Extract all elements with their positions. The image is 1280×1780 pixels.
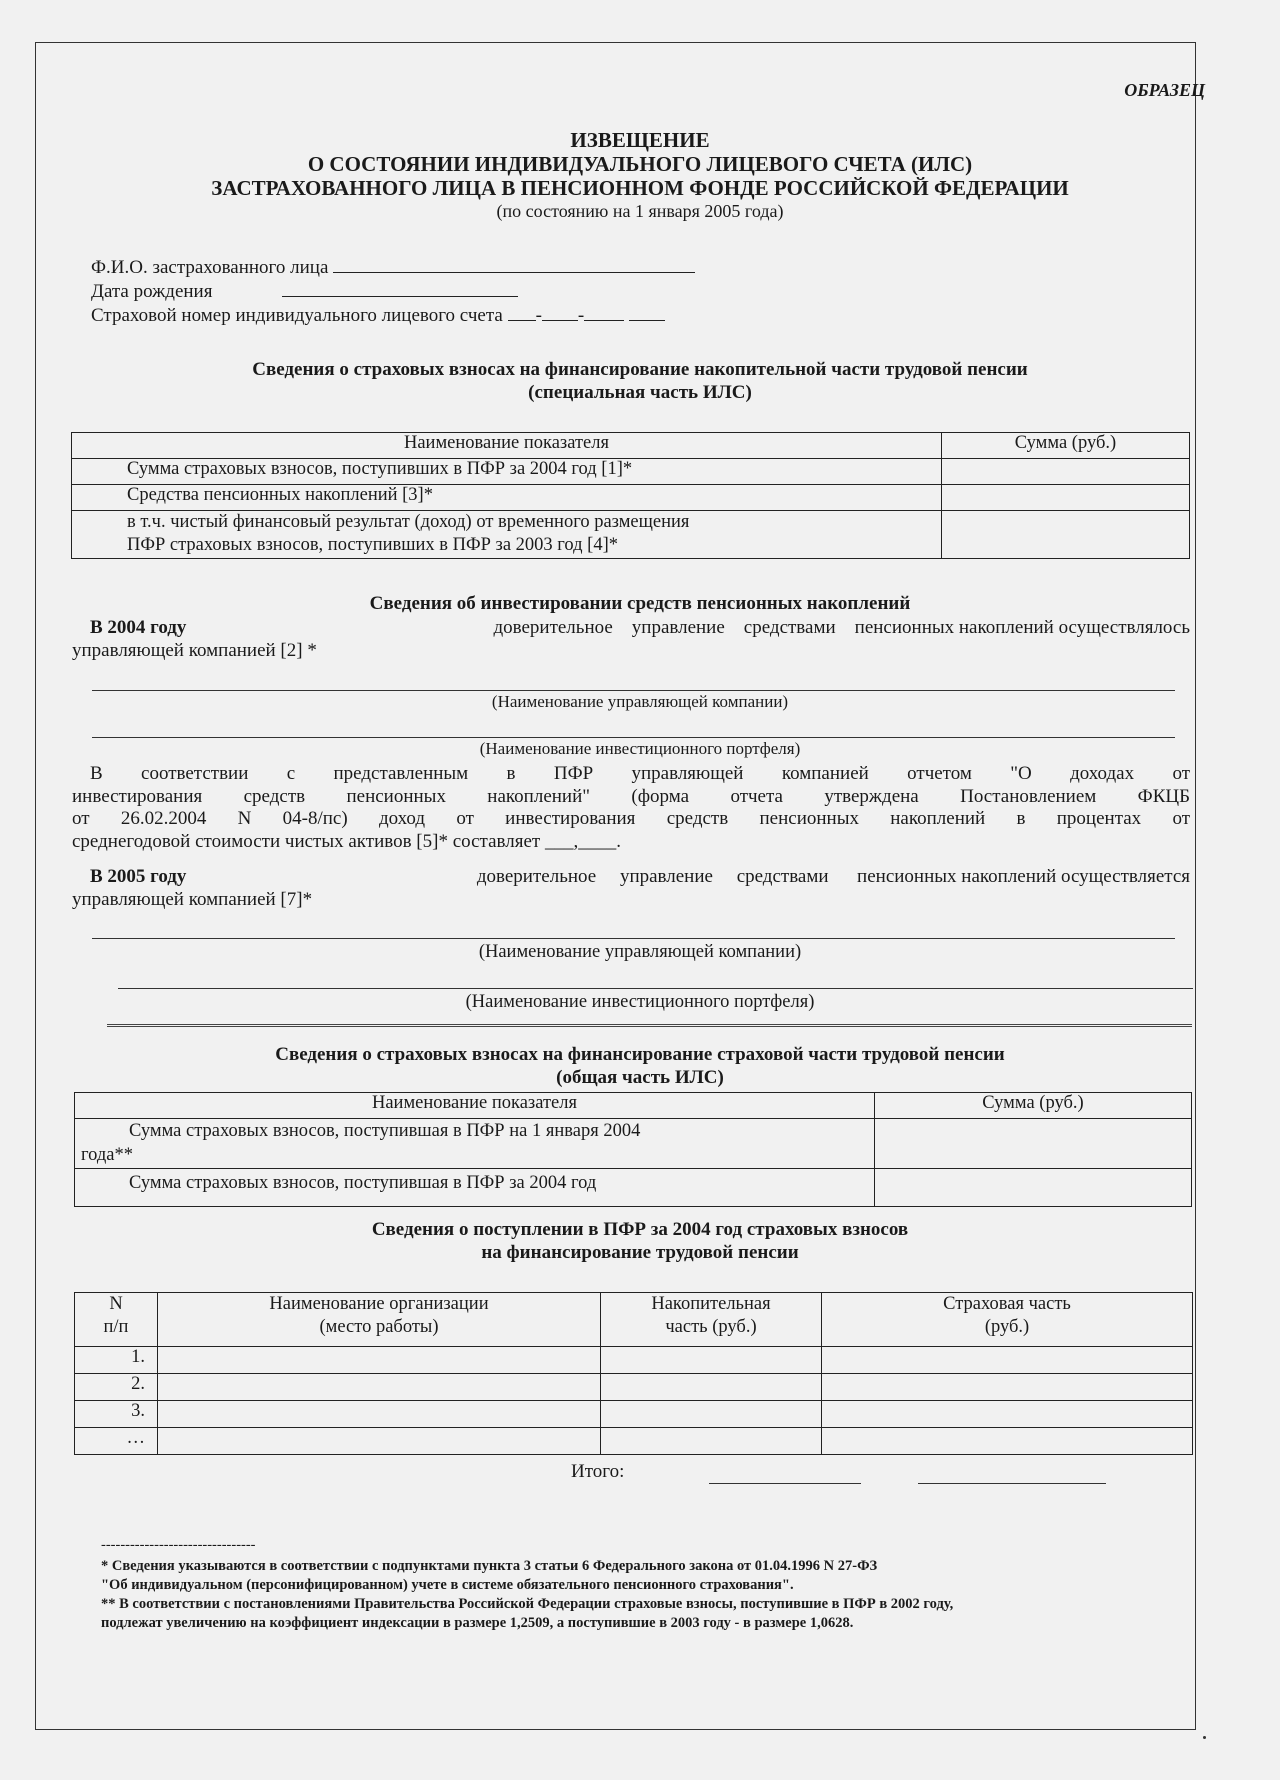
row-label-line1: в т.ч. чистый финансовый результат (доход) от временного размещения — [127, 512, 690, 532]
section1-heading — [0, 358, 1280, 404]
snils-field — [91, 305, 665, 327]
para-income — [72, 763, 1190, 853]
insurance-cell[interactable] — [822, 1428, 1193, 1455]
table-row — [75, 1169, 1192, 1207]
col-n-line1: N — [109, 1294, 123, 1314]
footnote-2-line2: подлежат увеличению на коэффициент индексации в размере 1,2509, а поступившие в 2003 году - в размере 1,0628. — [101, 1615, 854, 1631]
company-caption-2005: (Наименование управляющей компании) — [478, 942, 802, 962]
birth-label: Дата рождения — [91, 281, 213, 302]
birth-field — [91, 281, 518, 303]
col-acc-line1: Накопительная — [651, 1294, 771, 1314]
accumulative-cell[interactable] — [601, 1401, 822, 1428]
para-2004-line2: управляющей компанией [2] * — [72, 639, 317, 661]
footnotes — [101, 1557, 953, 1633]
snils-sep-1: - — [535, 305, 542, 326]
table-row — [72, 511, 1190, 559]
col-header-org — [158, 1293, 601, 1347]
snils-sep-2: - — [577, 305, 585, 326]
year-2005-bold: В 2005 году — [90, 866, 187, 887]
table-row — [75, 1347, 1193, 1374]
table-row — [75, 1374, 1193, 1401]
col-header-number — [75, 1293, 158, 1347]
portfolio-caption-2005: (Наименование инвестиционного портфеля) — [465, 992, 815, 1012]
para-2005-rest: доверительное управление средствами пенсионных накоплений осуществляется — [476, 866, 1190, 887]
para-2005-line1 — [72, 866, 1190, 889]
total-label: Итого: — [571, 1461, 625, 1482]
table-row — [75, 1401, 1193, 1428]
sum-cell[interactable] — [875, 1169, 1192, 1207]
section4-heading — [0, 1218, 1280, 1264]
accumulative-cell[interactable] — [601, 1347, 822, 1374]
insurance-cell[interactable] — [822, 1374, 1193, 1401]
section-divider — [107, 1024, 1192, 1027]
section3-heading — [0, 1043, 1280, 1089]
scan-speck — [1203, 1736, 1206, 1739]
row-label-line1: Сумма страховых взносов, поступившая в ПФР на 1 января 2004 — [129, 1121, 641, 1141]
table-header-row — [75, 1293, 1193, 1347]
col-header-insurance — [822, 1293, 1193, 1347]
table-row — [75, 1119, 1192, 1169]
row-label — [75, 1119, 875, 1169]
birth-input-line[interactable] — [282, 282, 518, 297]
row-number: 2. — [75, 1374, 158, 1401]
funded-part-table — [71, 432, 1190, 559]
company-caption-2004: (Наименование управляющей компании) — [491, 692, 789, 711]
contributions-table — [74, 1292, 1193, 1455]
col-header-sum: Сумма (руб.) — [875, 1093, 1192, 1119]
title-subtitle: (по состоянию на 1 января 2005 года) — [496, 201, 784, 221]
section4-heading-line1: Сведения о поступлении в ПФР за 2004 год страховых взносов — [371, 1219, 909, 1240]
sum-cell[interactable] — [875, 1119, 1192, 1169]
sum-cell[interactable] — [942, 459, 1190, 485]
company-line-2005[interactable] — [92, 938, 1175, 939]
snils-part-2[interactable] — [542, 306, 578, 321]
row-number: 1. — [75, 1347, 158, 1374]
col-org-line1: Наименование организации — [269, 1294, 489, 1314]
org-cell[interactable] — [158, 1374, 601, 1401]
footnote-1-line2: "Об индивидуальном (персонифицированном) учете в системе обязательного пенсионного страхования". — [101, 1577, 794, 1593]
sum-cell[interactable] — [942, 511, 1190, 559]
org-cell[interactable] — [158, 1428, 601, 1455]
footnote-2-line1: ** В соответствии с постановлениями Правительства Российской Федерации страховые взносы, поступившие в ПФР в 2002 году, — [101, 1596, 954, 1612]
title-line-1: ИЗВЕЩЕНИЕ — [570, 128, 710, 152]
section4-heading-line2: на финансирование трудовой пенсии — [481, 1242, 799, 1263]
fio-input-line[interactable] — [333, 258, 695, 273]
sample-stamp: ОБРАЗЕЦ — [1124, 80, 1205, 100]
section1-heading-line2: (специальная часть ИЛС) — [528, 382, 752, 403]
accumulative-cell[interactable] — [601, 1428, 822, 1455]
portfolio-line-2004[interactable] — [92, 737, 1175, 738]
section3-heading-line1: Сведения о страховых взносах на финансирование страховой части трудовой пенсии — [275, 1044, 1005, 1065]
document-title — [0, 128, 1280, 222]
year-2004-bold: В 2004 году — [90, 617, 187, 638]
section3-heading-line2: (общая часть ИЛС) — [556, 1067, 724, 1088]
row-label: Сумма страховых взносов, поступивших в ПФР за 2004 год [1]* — [72, 459, 942, 485]
insurance-cell[interactable] — [822, 1347, 1193, 1374]
table-row — [72, 485, 1190, 511]
row-label-line2: ПФР страховых взносов, поступивших в ПФР за 2003 год [4]* — [127, 535, 618, 555]
col-n-line2: п/п — [103, 1317, 129, 1337]
company-line-2004[interactable] — [92, 690, 1175, 691]
row-label-line2: года** — [81, 1145, 133, 1165]
para-income-line3: от 26.02.2004 N 04-8/пс) доход от инвестирования средств пенсионных накоплений в процентах от — [72, 808, 1190, 829]
fio-label: Ф.И.О. застрахованного лица — [91, 257, 329, 278]
para-2005-line2: управляющей компанией [7]* — [72, 888, 313, 910]
para-2004 — [72, 617, 1190, 662]
col-ins-line2: (руб.) — [984, 1317, 1030, 1337]
snils-label: Страховой номер индивидуального лицевого счета — [91, 305, 503, 326]
total-accumulative-line[interactable] — [709, 1483, 861, 1484]
org-cell[interactable] — [158, 1401, 601, 1428]
footnote-1-line1: * Сведения указываются в соответствии с подпунктами пункта 3 статьи 6 Федерального закона от 01.04.1996 N 27-ФЗ — [101, 1558, 878, 1574]
col-header-sum: Сумма (руб.) — [942, 433, 1190, 459]
col-acc-line2: часть (руб.) — [665, 1317, 757, 1337]
insurance-cell[interactable] — [822, 1401, 1193, 1428]
section2-heading: Сведения об инвестировании средств пенсионных накоплений — [369, 593, 911, 614]
total-insurance-line[interactable] — [918, 1483, 1106, 1484]
col-header-name: Наименование показателя — [75, 1093, 875, 1119]
org-cell[interactable] — [158, 1347, 601, 1374]
row-label: Сумма страховых взносов, поступившая в ПФР за 2004 год — [75, 1169, 875, 1207]
fio-field — [91, 257, 695, 279]
section1-heading-line1: Сведения о страховых взносах на финансирование накопительной части трудовой пенсии — [252, 359, 1028, 380]
title-line-2: О СОСТОЯНИИ ИНДИВИДУАЛЬНОГО ЛИЦЕВОГО СЧЕТА (ИЛС) — [307, 152, 973, 176]
portfolio-caption-2004: (Наименование инвестиционного портфеля) — [479, 739, 801, 758]
title-line-3: ЗАСТРАХОВАННОГО ЛИЦА В ПЕНСИОННОМ ФОНДЕ РОССИЙСКОЙ ФЕДЕРАЦИИ — [211, 176, 1069, 200]
para-income-line4: среднегодовой стоимости чистых активов [5]* составляет ___,____. — [72, 830, 621, 852]
snils-part-1[interactable] — [508, 306, 536, 321]
para-2004-line1 — [72, 617, 1190, 640]
table-row — [75, 1428, 1193, 1455]
col-ins-line1: Страховая часть — [943, 1294, 1071, 1314]
row-number: 3. — [75, 1401, 158, 1428]
snils-part-4[interactable] — [629, 306, 665, 321]
para-2005 — [72, 866, 1190, 911]
portfolio-line-2005[interactable] — [118, 988, 1193, 989]
para-income-line2: инвестирования средств пенсионных накоплений" (форма отчета утверждена Постановлением ФКЦБ — [72, 785, 1190, 807]
row-label — [72, 511, 942, 559]
para-income-line1: В соответствии с представленным в ПФР управляющей компанией отчетом "О доходах от — [90, 763, 1190, 784]
col-header-name: Наименование показателя — [72, 433, 942, 459]
table-row — [72, 459, 1190, 485]
accumulative-cell[interactable] — [601, 1374, 822, 1401]
snils-part-3[interactable] — [584, 306, 624, 321]
footnote-separator: -------------------------------- — [101, 1537, 256, 1553]
col-org-line2: (место работы) — [319, 1317, 439, 1337]
row-number: … — [75, 1428, 158, 1455]
para-2004-rest: доверительное управление средствами пенсионных накоплений осуществлялось — [493, 617, 1190, 638]
sum-cell[interactable] — [942, 485, 1190, 511]
row-label: Средства пенсионных накоплений [3]* — [72, 485, 942, 511]
insurance-part-table — [74, 1092, 1192, 1207]
col-header-accumulative — [601, 1293, 822, 1347]
